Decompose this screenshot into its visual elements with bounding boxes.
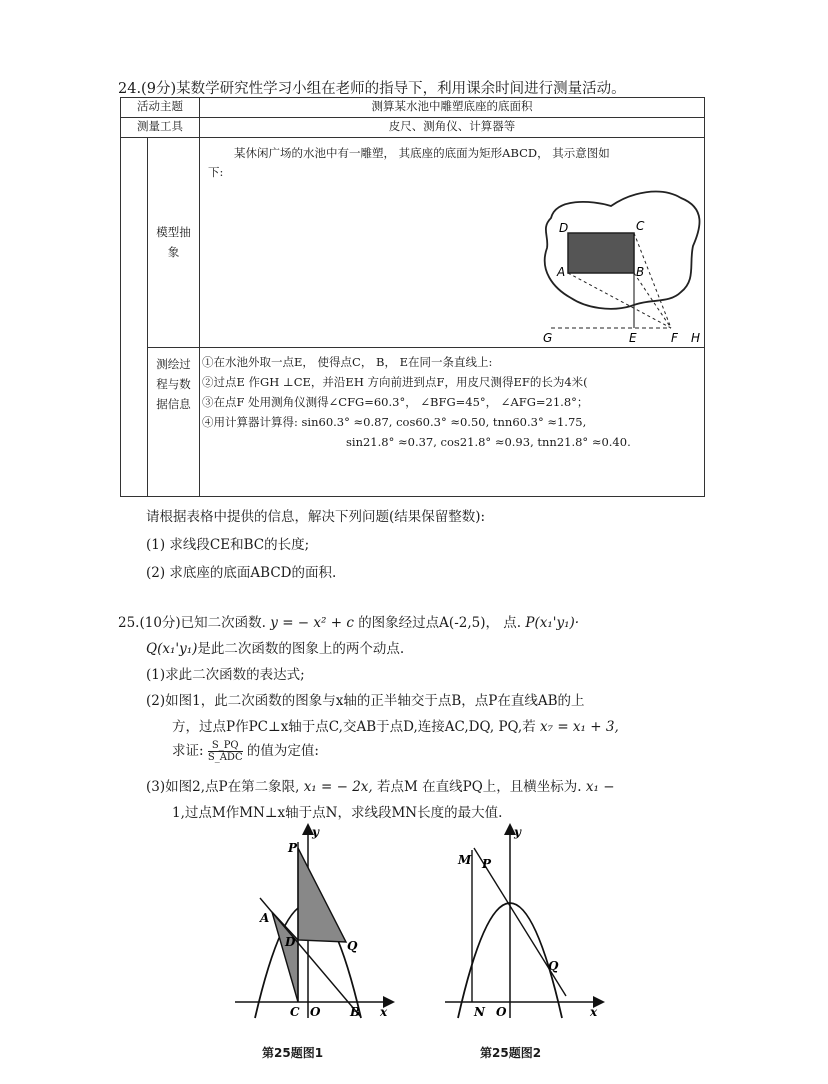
q25-line1-b: 的图象经过点A(-2,5)， 点. (358, 615, 522, 631)
fig1-triangle-pdq (298, 848, 346, 942)
fig1-triangle-adc (272, 912, 298, 1002)
survey-step-2: ②过点E 作GH ⊥CE，并沿EH 方向前进到点F，用皮尺测得EF的长为4米( (202, 374, 588, 389)
q25-part3-math: x₁ = − 2x, (303, 779, 373, 795)
theme-value: 测算某水池中雕塑底座的底面积 (200, 98, 705, 118)
fig1-label-b: B (350, 1005, 361, 1019)
survey-step-1: ①在水池外取一点E， 使得点C， B， E在同一条直线上: (202, 354, 493, 369)
model-cell (200, 138, 705, 348)
survey-step-4: ④用计算器计算得: sin60.3° ≈0.87, cos60.3° ≈0.50, tnn60.3° ≈1.75, (202, 414, 587, 429)
blank-side-cell (121, 138, 148, 497)
q25-line1-math: y = − x² + c (270, 615, 354, 631)
label-f: F (671, 331, 678, 345)
pool-figure (531, 188, 731, 348)
q24-table (120, 97, 705, 497)
q25-part1: (1)求此二次函数的表达式; (146, 667, 305, 683)
q24-part2: (2) 求底座的底面ABCD的面积. (146, 565, 337, 581)
survey-cell (200, 347, 705, 496)
fig2-caption: 第25题图2 (480, 1046, 542, 1060)
fig1-label-q: Q (347, 939, 358, 953)
q25-part2-b-line (172, 714, 619, 740)
theme-label: 活动主题 (121, 98, 200, 118)
label-b: B (636, 265, 645, 279)
q25-part2-a: (2)如图1，此二次函数的图象与x轴的正半轴交于点B，点P在直线AB的上 (146, 693, 585, 709)
q25-part2-math: x₇ = x₁ + 3, (540, 719, 619, 735)
label-h: H (691, 331, 701, 345)
q24-part1: (1) 求线段CE和BC的长度; (146, 537, 310, 553)
fig1-caption: 第25题图1 (262, 1046, 324, 1060)
fraction-denominator: S_ADC (207, 752, 243, 763)
label-a: A (557, 265, 566, 279)
figure-2 (440, 820, 610, 1020)
survey-label: 测绘过程与数据信息 (156, 356, 191, 411)
fig1-label-a: A (260, 911, 270, 925)
fig2-label-p: P (482, 857, 492, 871)
q25-part2-d: 的值为定值: (246, 743, 319, 759)
q25-part3-line (146, 774, 615, 800)
q25-part3-b: 若点M 在直线PQ上，且横坐标为. (377, 779, 582, 795)
label-d: D (559, 221, 569, 235)
fig2-label-q: Q (548, 959, 559, 973)
q25-part3-math2: x₁ − (585, 779, 615, 795)
fig2-label-m: M (458, 853, 472, 867)
survey-step-3: ③在点F 处用测角仪测得∠CFG=60.3°， ∠BFG=45°， ∠AFG=21.8°； (202, 394, 589, 409)
q25-part2-c: 求证: (172, 743, 204, 759)
fig2-label-y: y (514, 825, 521, 839)
q25-line2-b: 是此二次函数的图象上的两个动点. (197, 641, 405, 657)
q25-part2-b: 方，过点P作PC⊥x轴于点C,交AB于点D,连接AC,DQ, PQ,若 (172, 719, 536, 735)
q24-instruction: 请根据表格中提供的信息，解决下列问题(结果保留整数): (146, 509, 486, 525)
fig2-label-n: N (474, 1005, 485, 1019)
ratio-fraction (208, 740, 243, 763)
model-label-cell (148, 138, 200, 348)
q25-part3-c: 1,过点M作MN⊥x轴于点N，求线段MN长度的最大值. (172, 805, 503, 821)
label-c: C (636, 219, 645, 233)
q25-line2 (146, 636, 404, 662)
fig1-label-x: x (380, 1005, 388, 1019)
fig1-label-d: D (285, 935, 296, 949)
model-text-1: 某休闲广场的水池中有一雕塑， 其底座的底面为矩形ABCD， 其示意图如 (234, 146, 610, 160)
survey-label-cell (148, 347, 200, 496)
tools-label: 测量工具 (121, 118, 200, 138)
q25-part2-c-line (172, 738, 319, 764)
fig1-label-o: O (310, 1005, 321, 1019)
q25-line1-a: 25.(10分)已知二次函数. (118, 615, 266, 631)
fig1-label-p: P (288, 841, 298, 855)
tools-value: 皮尺、测角仪、计算器等 (200, 118, 705, 138)
fig1-label-y: y (312, 825, 319, 839)
fig2-label-o: O (496, 1005, 507, 1019)
q25-line1-math2: P(x₁'y₁)· (525, 615, 580, 631)
q25-line2-math: Q(x₁'y₁) (146, 641, 198, 657)
survey-step-5: sin21.8° ≈0.37, cos21.8° ≈0.93, tnn21.8° ≈0.40. (346, 434, 631, 449)
label-e: E (629, 331, 637, 345)
fraction-numerator: S_PQ (208, 740, 243, 752)
line-cf (634, 233, 671, 328)
survey-lines (200, 348, 704, 452)
q24-heading: 24.(9分)某数学研究性学习小组在老师的指导下，利用课余时间进行测量活动。 (118, 81, 626, 97)
figure-1 (230, 820, 400, 1020)
label-g: G (543, 331, 553, 345)
model-text-2: 下: (208, 165, 224, 179)
base-rectangle (568, 233, 634, 273)
model-label: 模型抽象 (156, 225, 191, 260)
fig2-label-x: x (590, 1005, 598, 1019)
fig1-label-c: C (290, 1005, 300, 1019)
q25-part3-a: (3)如图2,点P在第二象限, (146, 779, 300, 795)
q25-line1 (118, 610, 579, 636)
